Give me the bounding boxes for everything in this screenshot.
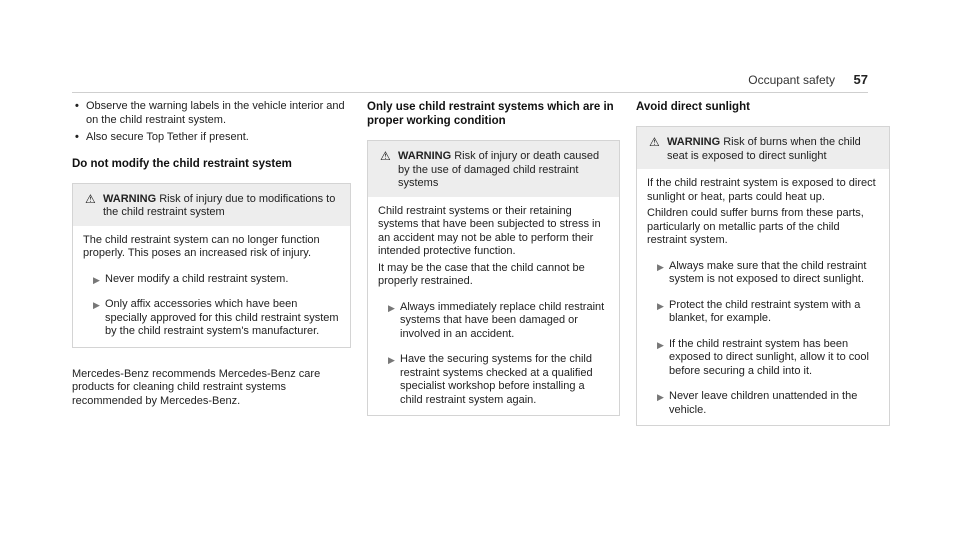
warning-label: WARNING	[667, 136, 721, 148]
instruction-step: ▶ If the child restraint system has been exposed to direct sunlight, allow it to cool before securing a child into it.	[657, 337, 869, 377]
arrow-right-icon: ▶	[657, 261, 664, 272]
warning-box	[367, 140, 620, 416]
column-3	[636, 100, 890, 426]
page-header	[0, 0, 960, 100]
warning-triangle-icon: ⚠	[85, 191, 96, 206]
warning-header	[73, 184, 350, 226]
warning-paragraph: The child restraint system can no longer function properly. This poses an increased risk of injury.	[83, 233, 320, 259]
warning-body	[368, 197, 619, 416]
arrow-right-icon: ▶	[93, 274, 100, 285]
warning-title: Risk of injury or death caused by the use of damaged child restraint systems	[398, 150, 600, 189]
arrow-right-icon: ▶	[657, 300, 664, 311]
arrow-right-icon: ▶	[657, 392, 664, 402]
column-1	[72, 100, 351, 408]
section-title: Occupant safety	[748, 73, 835, 87]
instruction-step: ▶ Never modify a child restraint system.	[83, 273, 340, 287]
warning-body	[73, 226, 350, 347]
section-heading: Do not modify the child restraint system	[72, 157, 292, 170]
care-products-note: Mercedes-Benz recommends Mercedes-Benz care products for cleaning child restraint systems recommended by Mercedes-Benz.	[72, 367, 321, 407]
section-heading: Only use child restraint systems which are in proper working condition	[367, 101, 614, 127]
warning-title: Risk of burns when the child seat is exposed to direct sunlight	[667, 136, 861, 162]
column-2	[367, 100, 620, 416]
warning-triangle-icon: ⚠	[649, 135, 660, 149]
arrow-right-icon: ▶	[388, 355, 395, 365]
instruction-step: ▶ Protect the child restraint system with a blanket, for example.	[657, 298, 861, 324]
warning-body	[637, 169, 889, 425]
instruction-step: ▶ Never leave children unattended in the vehicle.	[657, 390, 858, 416]
list-item: • Observe the warning labels in the vehicle interior and on the child restraint system.	[72, 100, 351, 127]
section-heading: Avoid direct sunlight	[636, 101, 750, 113]
warning-box	[636, 126, 890, 426]
page-number: 57	[853, 72, 868, 87]
instruction-step: ▶ Always make sure that the child restraint system is not exposed to direct sunlight.	[657, 259, 867, 285]
instruction-step: ▶ Only affix accessories which have been specially approved for this child restraint system by the child restraint system's manufacturer.	[93, 298, 339, 337]
warning-paragraph: It may be the case that the child cannot be properly restrained.	[378, 261, 585, 287]
header-divider	[72, 92, 868, 93]
arrow-right-icon: ▶	[388, 302, 395, 313]
warning-triangle-icon: ⚠	[380, 149, 391, 163]
warning-label: WARNING	[398, 150, 452, 162]
warning-label: WARNING	[103, 192, 157, 205]
instruction-step: ▶ Have the securing systems for the child restraint systems checked at a qualified specialist workshop before installing a child restraint system again.	[388, 353, 593, 406]
warning-paragraph: Child restraint systems or their retaining systems that have been subjected to stress in an accident may not be able to perform their intended protective function.	[378, 204, 601, 257]
bullet-list	[72, 100, 351, 145]
arrow-right-icon: ▶	[657, 339, 664, 350]
arrow-right-icon: ▶	[93, 300, 100, 310]
warning-box	[72, 183, 351, 348]
warning-header	[368, 141, 619, 197]
warning-paragraph: If the child restraint system is exposed to direct sunlight or heat, parts could heat up.	[647, 177, 876, 203]
warning-paragraph: Children could suffer burns from these parts, particularly on metallic parts of the child restraint system.	[647, 207, 864, 246]
list-item: • Also secure Top Tether if present.	[72, 131, 351, 145]
warning-title: Risk of injury due to modifications to the child restraint system	[103, 192, 336, 218]
warning-header	[637, 127, 889, 169]
instruction-step: ▶ Always immediately replace child restraint systems that have been damaged or involved in an accident.	[388, 300, 605, 340]
